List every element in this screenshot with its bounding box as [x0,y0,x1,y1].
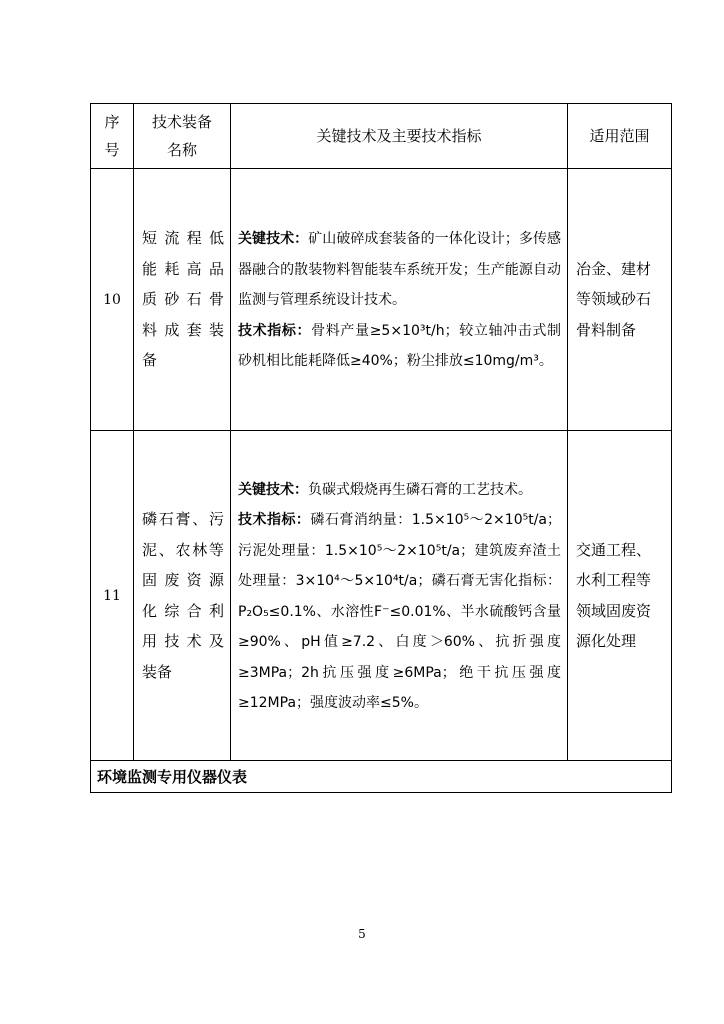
header-number-line1: 序 [104,113,120,131]
scope-line: 交通工程、 [576,540,652,559]
scope-line: 骨料制备 [576,320,637,339]
key-tech-text: 负碳式煅烧再生磷石膏的工艺技术。 [308,481,532,498]
key-tech-text: 矿山破碎成套装备的一体化设计；多传感器融合的散装物料智能装车系统开发；生产能源自动监测与管理系统设计技术。 [238,231,562,309]
equipment-name-line: 备 [142,351,158,370]
key-tech-cell [231,169,568,431]
indicator-text: 磷石膏消纳量：1.5×10⁵～2×10⁵t/a；污泥处理量：1.5×10⁵～2×10⁵t/a；建筑废弃渣土处理量：3×10⁴～5×10⁴t/a；磷石膏无害化指标：P₂O₅≤0.1%、水溶性F⁻≤0.01%、半水硫酸钙含量≥90%、pH值≥7.2、白度＞60%、抗折强度≥3MPa；2h抗压强度≥6MPa；绝干抗压强度≥12MPa；强度波动率≤5%。 [238,512,561,711]
table-row [91,169,672,431]
header-scope: 适用范围 [568,104,672,169]
scope-line: 水利工程等 [576,571,652,589]
scope-line: 等领域砂石 [576,290,652,309]
header-number-line2: 号 [104,141,120,159]
key-tech-cell [231,431,568,761]
equipment-name-line: 磷石膏、污 [142,510,224,528]
equipment-name-line: 料成套装 [142,320,224,339]
indicator-paragraph [238,505,561,719]
key-tech-paragraph [238,475,561,506]
section-heading: 环境监测专用仪器仪表 [91,761,672,793]
equipment-name [134,431,231,761]
header-name [134,104,231,169]
scope-line: 冶金、建材 [576,259,652,278]
equipment-table [90,103,672,793]
key-tech-paragraph [238,224,561,316]
table-header-row [91,104,672,169]
equipment-name-line: 泥、农林等 [142,540,224,559]
equipment-name-line: 固废资源 [142,571,224,589]
header-key-tech: 关键技术及主要技术指标 [231,104,568,169]
table-row [91,431,672,761]
scope-line: 领域固废资 [576,601,652,620]
header-name-line2: 名称 [166,141,197,159]
equipment-name-line: 用技术及 [142,632,224,650]
indicator-label: 技术指标： [238,512,311,528]
header-number [91,104,134,169]
indicator-text: 骨料产量≥5×10³t/h；较立轴冲击式制砂机相比能耗降低≥40%；粉尘排放≤10mg/m³。 [238,322,562,370]
scope-line: 源化处理 [576,632,637,650]
equipment-name-line: 装备 [142,662,173,681]
key-tech-label: 关键技术： [238,231,309,248]
equipment-name-line: 能耗高品 [142,259,224,278]
scope-cell [568,169,672,431]
key-tech-label: 关键技术： [238,481,308,498]
equipment-name [134,169,231,431]
scope-cell [568,431,672,761]
page-number: 5 [358,927,366,941]
row-number: 10 [91,169,134,431]
equipment-name-line: 短流程低 [142,229,224,248]
indicator-paragraph [238,316,561,377]
row-number: 11 [91,431,134,761]
indicator-label: 技术指标： [238,322,312,339]
header-name-line1: 技术装备 [151,113,212,131]
section-heading-row [91,761,672,793]
equipment-name-line: 质砂石骨 [142,290,224,309]
equipment-name-line: 化综合利 [142,601,224,620]
